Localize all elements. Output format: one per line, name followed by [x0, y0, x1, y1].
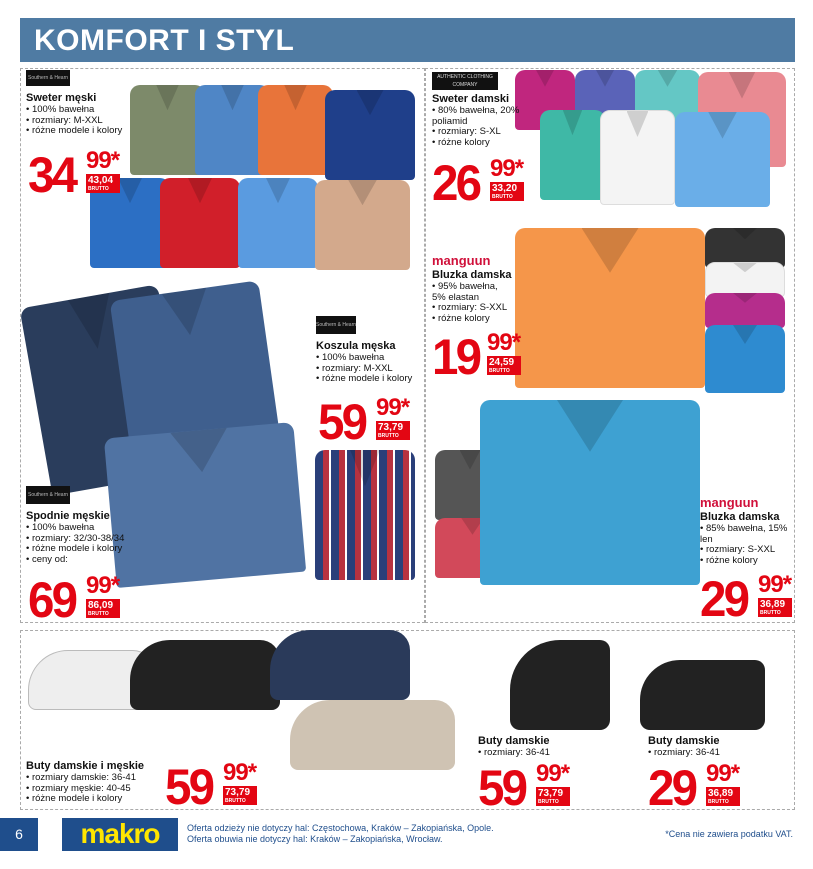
feature: • rozmiary męskie: 40-45 — [26, 784, 144, 795]
brand-logo: AUTHENTIC CLOTHING COMPANY — [432, 72, 498, 90]
feature: • różne kolory — [700, 556, 792, 567]
section-title: KOMFORT I STYL — [34, 24, 295, 57]
feature: • rozmiary: 32/30-38/34 — [26, 534, 124, 545]
feature: • rozmiary: S-XXL — [700, 545, 792, 556]
product-men-jeans — [26, 486, 124, 565]
feature: • różne modele i kolory — [26, 126, 122, 137]
note-shoes: Oferta obuwia nie dotyczy hal: Kraków – Zakopiańska, Wrocław. — [187, 834, 443, 844]
shirt-image — [315, 450, 415, 580]
brand-logo: Southern & Hearn — [26, 486, 70, 504]
feature: • 95% bawełna, 5% elastan — [432, 282, 512, 303]
product-name: Spodnie męskie — [26, 510, 110, 522]
feature: • 85% bawełna, 15% len — [700, 524, 792, 545]
feature: • różne kolory — [432, 138, 522, 149]
feature: • ceny od: — [26, 555, 124, 566]
feature: • rozmiary: 36-41 — [648, 748, 720, 759]
feature: • różne modele i kolory — [316, 374, 412, 385]
feature: • rozmiary: S-XL — [432, 127, 522, 138]
product-name: Bluzka damska — [432, 269, 512, 281]
brand-logo: manguun — [700, 495, 759, 510]
product-men-shirt — [316, 316, 412, 385]
feature: • rozmiary: M-XXL — [26, 116, 122, 127]
brand-logo: manguun — [432, 253, 491, 268]
feature: • różne modele i kolory — [26, 794, 144, 805]
feature: • rozmiary: 36-41 — [478, 748, 550, 759]
product-name: Bluzka damska — [700, 511, 780, 523]
product-orange-blouse — [432, 254, 512, 324]
feature: • rozmiary: M-XXL — [316, 364, 412, 375]
feature: • 80% bawełna, 20% poliamid — [432, 106, 522, 127]
feature: • różne modele i kolory — [26, 544, 124, 555]
product-name: Buty damskie — [478, 735, 550, 747]
page-number: 6 — [0, 818, 38, 851]
feature: • rozmiary damskie: 36-41 — [26, 773, 144, 784]
section-header — [20, 18, 795, 62]
vat-note: *Cena nie zawiera podatku VAT. — [665, 829, 793, 839]
makro-logo: makro — [62, 818, 178, 851]
feature: • 100% bawełna — [26, 105, 122, 116]
product-sneakers — [26, 760, 144, 805]
product-men-sweater — [26, 70, 122, 137]
product-heels — [478, 735, 550, 759]
brand-logo: Southern & Hearn — [316, 316, 356, 334]
product-name: Koszula męska — [316, 340, 396, 352]
product-name: Sweter damski — [432, 93, 510, 105]
feature: • 100% bawełna — [316, 353, 412, 364]
feature: • 100% bawełna — [26, 523, 124, 534]
footer-notes — [187, 823, 494, 845]
product-name: Sweter męski — [26, 92, 97, 104]
brand-logo: Southern & Hearn — [26, 70, 70, 86]
heels-image — [510, 640, 610, 730]
feature: • rozmiary: S-XXL — [432, 303, 512, 314]
feature: • różne kolory — [432, 314, 512, 325]
note-clothing: Oferta odzieży nie dotyczy hal: Częstochowa, Kraków – Zakopiańska, Opole. — [187, 823, 494, 833]
product-women-sweater — [432, 72, 522, 148]
flats-image — [640, 660, 765, 730]
product-blue-blouse — [700, 496, 792, 566]
product-name: Buty damskie i męskie — [26, 760, 145, 772]
product-name: Buty damskie — [648, 735, 720, 747]
product-flats — [648, 735, 720, 759]
orange-blouse-image — [515, 228, 705, 388]
